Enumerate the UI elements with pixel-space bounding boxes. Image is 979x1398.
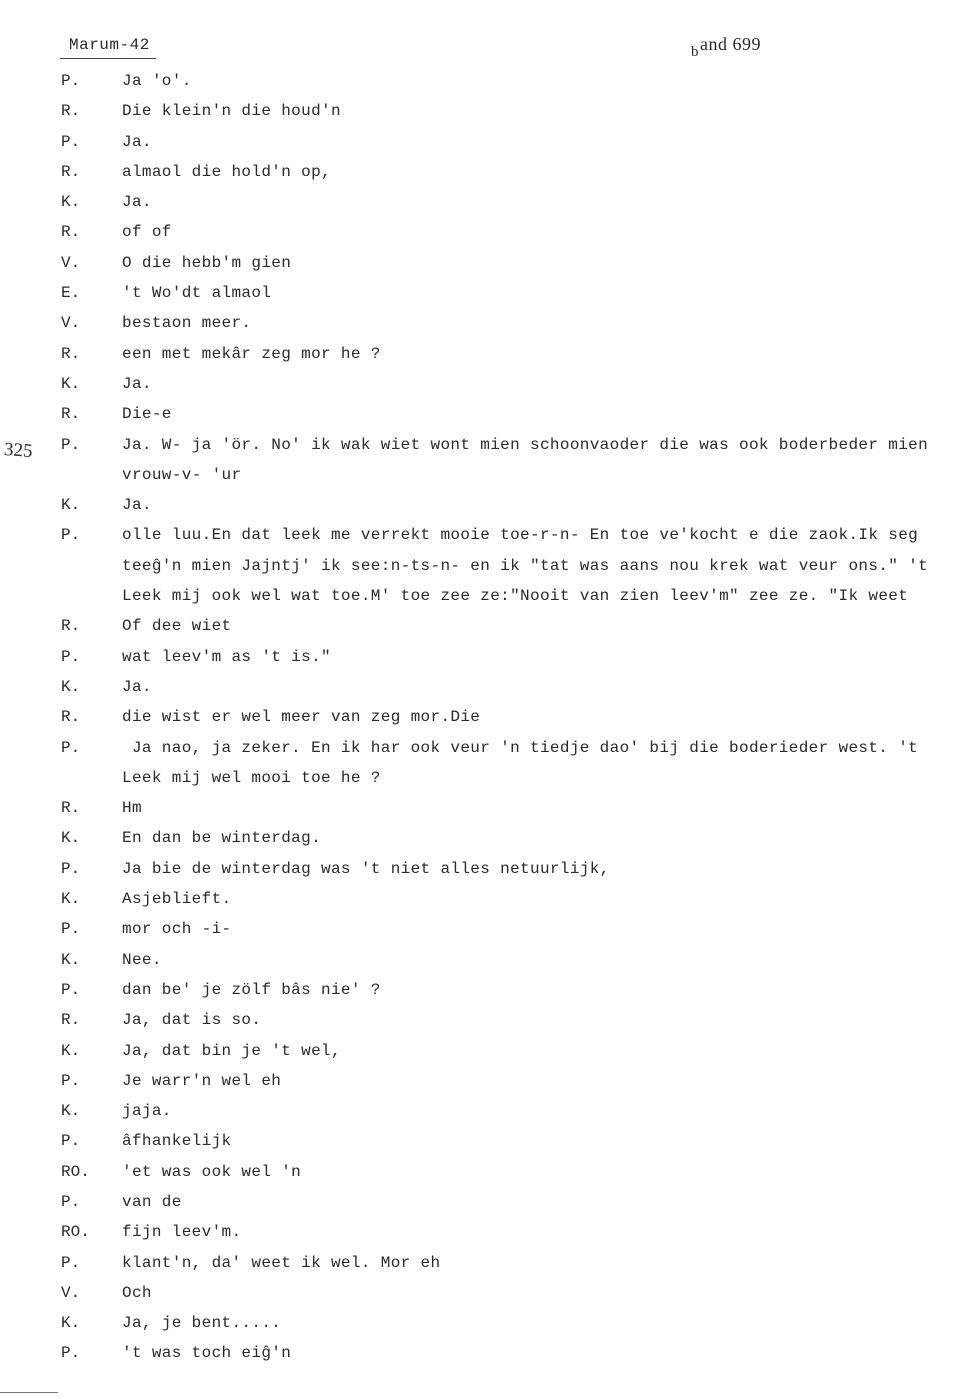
speaker-label: V. [61,253,81,272]
transcript-turn [0,1278,979,1308]
utterance-text: mor och -i- [122,920,232,939]
speaker-label: R. [61,1011,81,1030]
speaker-label: P. [61,980,81,999]
speaker-label: P. [61,1132,81,1151]
utterance-text: bestaon meer. [122,314,252,333]
transcript-turn [0,1248,979,1278]
utterance-text: Och [122,1283,152,1302]
utterance-text: die wist er wel meer van zeg mor.Die [122,708,481,727]
utterance-text: Of dee wiet [122,617,232,636]
speaker-label: K. [61,374,81,393]
speaker-label: K. [61,193,81,212]
speaker-label: P. [61,859,81,878]
transcript-turn [0,127,979,157]
speaker-label: K. [61,1041,81,1060]
utterance-text: Ja. [122,132,152,151]
speaker-label: R. [61,708,81,727]
tape-label [691,34,761,60]
transcript-turn [0,884,979,914]
utterance-text: Ja nao, ja zeker. En ik har ook veur 'n tiedje dao' bij die boderieder west. 't Leek mij wel mooi toe he ? [122,738,929,787]
speaker-label: K. [61,1314,81,1333]
transcript-turn [0,1217,979,1247]
transcript-turn [0,611,979,641]
utterance-text: olle luu.En dat leek me verrekt mooie toe-r-n- En toe ve'kocht e die zaok.Ik seg teeĝ'n mien Jajntj' ik see:n-ts-n- en ik "tat was aans nou krek wat veur ons." 't Leek mij ook wel wat toe.M' toe zee ze:"Nooit van zien leev'm" zee ze. "Ik weet [122,526,939,606]
utterance-text: almaol die hold'n op, [122,162,331,181]
transcript-turn [0,278,979,308]
transcript-turn [0,945,979,975]
speaker-label: V. [61,1283,81,1302]
transcript-turn [0,733,979,794]
utterance-text: O die hebb'm gien [122,253,292,272]
speaker-label: K. [61,1102,81,1121]
utterance-text: Ja, je bent..... [122,1314,282,1333]
transcript-turn [0,702,979,732]
transcript-turn [0,248,979,278]
transcript-turn [0,1157,979,1187]
transcript-turn [0,642,979,672]
transcript-turn [0,823,979,853]
transcript-turn [0,157,979,187]
transcript-turn [0,975,979,1005]
speaker-label: P. [61,435,81,454]
utterance-text: 't was toch eiĝ'n [122,1344,292,1363]
utterance-text: Ja. W- ja 'ör. No' ik wak wiet wont mien schoonvaoder die was ook boderbeder mien vrouw-v- 'ur [122,435,939,484]
transcript-turn [0,399,979,429]
utterance-text: dan be' je zölf bâs nie' ? [122,980,381,999]
transcript-turn [0,914,979,944]
transcript-turn [0,1036,979,1066]
speaker-label: P. [61,647,81,666]
transcript-turn [0,520,979,611]
utterance-text: âfhankelijk [122,1132,232,1151]
utterance-text: 't Wo'dt almaol [122,284,272,303]
transcript-turn [0,1066,979,1096]
utterance-text: Ja. [122,496,152,515]
speaker-label: R. [61,617,81,636]
transcript-turn [0,96,979,126]
speaker-label: P. [61,72,81,90]
transcript-turn [0,66,979,96]
utterance-text: wat leev'm as 't is." [122,647,331,666]
transcript-turn [0,1338,979,1368]
speaker-label: P. [61,738,81,757]
transcript-turn [0,793,979,823]
tape-label-prefix: b [691,44,699,60]
transcript-turn [0,369,979,399]
document-id: Marum-42 [69,36,150,54]
margin-note: 325 [3,439,34,462]
transcript [0,66,979,1369]
transcript-turn [0,308,979,338]
speaker-label: K. [61,950,81,969]
speaker-label: K. [61,677,81,696]
utterance-text: fijn leev'm. [122,1223,242,1242]
utterance-text: van de [122,1192,182,1211]
speaker-label: E. [61,284,81,303]
utterance-text: Ja. [122,677,152,696]
utterance-text: 'et was ook wel 'n [122,1162,302,1181]
speaker-label: P. [61,1071,81,1090]
speaker-label: K. [61,496,81,515]
utterance-text: Ja. [122,374,152,393]
transcript-turn [0,1308,979,1338]
transcript-turn [0,854,979,884]
transcript-turn [0,1187,979,1217]
transcript-turn [0,217,979,247]
speaker-label: P. [61,1344,81,1363]
utterance-text: een met mekâr zeg mor he ? [122,344,381,363]
utterance-text: En dan be winterdag. [122,829,322,848]
transcript-turn [0,672,979,702]
utterance-text: of of [122,223,172,242]
speaker-label: RO. [61,1223,90,1242]
speaker-label: K. [61,829,81,848]
speaker-label: R. [61,405,81,424]
transcript-turn [0,430,979,491]
bottom-rule [0,1392,58,1393]
speaker-label: R. [61,162,81,181]
utterance-text: Die klein'n die houd'n [122,102,341,121]
utterance-text: Je warr'n wel eh [122,1071,282,1090]
document-id-underline [60,58,156,59]
speaker-label: R. [61,102,81,121]
speaker-label: V. [61,314,81,333]
speaker-label: P. [61,920,81,939]
speaker-label: R. [61,799,81,818]
utterance-text: jaja. [122,1102,172,1121]
transcript-turn [0,339,979,369]
speaker-label: P. [61,526,81,545]
speaker-label: RO. [61,1162,90,1181]
speaker-label: P. [61,1253,81,1272]
speaker-label: R. [61,223,81,242]
transcript-turn [0,1126,979,1156]
speaker-label: P. [61,1192,81,1211]
transcript-turn [0,187,979,217]
utterance-text: Ja, dat bin je 't wel, [122,1041,341,1060]
utterance-text: klant'n, da' weet ik wel. Mor eh [122,1253,441,1272]
utterance-text: Ja bie de winterdag was 't niet alles netuurlijk, [122,859,610,878]
utterance-text: Hm [122,799,142,818]
utterance-text: Die-e [122,405,172,424]
utterance-text: Asjeblieft. [122,890,232,909]
utterance-text: Ja 'o'. [122,72,192,90]
tape-label-text: and 699 [700,34,761,54]
speaker-label: P. [61,132,81,151]
transcript-turn [0,1005,979,1035]
transcript-turn [0,1096,979,1126]
transcript-turn [0,490,979,520]
utterance-text: Nee. [122,950,162,969]
utterance-text: Ja, dat is so. [122,1011,262,1030]
utterance-text: Ja. [122,193,152,212]
speaker-label: K. [61,890,81,909]
speaker-label: R. [61,344,81,363]
